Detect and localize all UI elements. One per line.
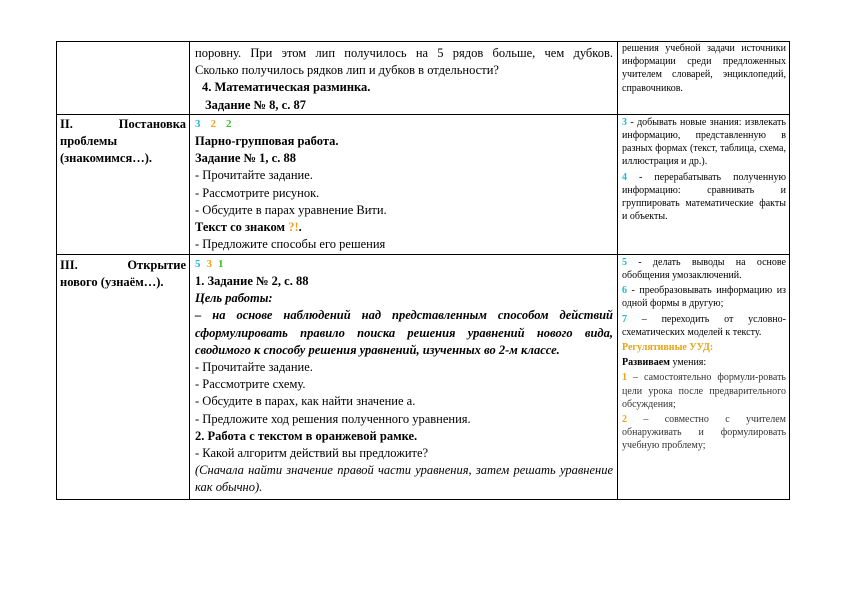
stage-cell bbox=[57, 42, 190, 115]
sign-mark: ?! bbox=[288, 220, 299, 235]
stage-cell: II. Постановка проблемы (знакомимся…). bbox=[57, 114, 190, 254]
uud-item: 1 – самостоятельно формули-ровать цели урока после предварительного обсуждения; bbox=[622, 372, 786, 410]
list-item: - Предложите ход решения полученного уравнения. bbox=[195, 411, 471, 426]
stage-title: III. Открытие bbox=[60, 257, 186, 272]
list-item: - Обсудите в парах, как найти значение а. bbox=[195, 394, 416, 409]
develop-line: Развиваем умения: bbox=[622, 357, 707, 369]
section-title: 4. Математическая разминка. bbox=[202, 80, 371, 95]
content-cell bbox=[190, 254, 618, 499]
uud-item: 2 – совместно с учителем обнаруживать и формулировать учебную проблему; bbox=[622, 414, 786, 452]
text-line: Сколько получилось рядков лип и дубков в отдельности? bbox=[195, 63, 499, 78]
task-label: Задание № 8, с. 87 bbox=[205, 97, 306, 112]
list-item: - Рассмотрите схему. bbox=[195, 377, 306, 392]
uud-cell bbox=[618, 42, 790, 115]
uud-item: 6 - преобразовывать информацию из одной формы в другую; bbox=[622, 285, 786, 310]
uud-item: 5 - делать выводы на основе обобщения умозаключений. bbox=[622, 256, 786, 282]
task-label: Задание № 1, с. 88 bbox=[195, 151, 296, 166]
answer: (Сначала найти значение правой части уравнения, затем решать уравнение как обычно). bbox=[195, 463, 613, 495]
uud-cell bbox=[618, 254, 790, 499]
uud-item: 3 - добывать новые знания: извлекать информацию, представленную в разных формах (текст, таблица, схема, иллюстрация и др.). bbox=[622, 116, 786, 168]
list-item: - Рассмотрите рисунок. bbox=[195, 185, 320, 200]
table-row bbox=[57, 114, 790, 254]
list-item: - Обсудите в парах уравнение Вити. bbox=[195, 202, 387, 217]
uud-item: 7 – переходить от условно-схематических моделей к тексту. bbox=[622, 313, 786, 338]
list-item: - Предложите способы его решения bbox=[195, 237, 386, 252]
lesson-table bbox=[56, 41, 790, 500]
text-line: поровну. При этом лип получилось на 5 рядов больше, чем дубков. bbox=[195, 46, 613, 60]
uud-text: решения учебной задачи источники информации среди предложенных учителем словарей, энциклопедий, справочников. bbox=[622, 43, 786, 94]
uud-cell bbox=[618, 114, 790, 254]
section-title: 2. Работа с текстом в оранжевой рамке. bbox=[195, 428, 418, 443]
goal-label: Цель работы: bbox=[195, 291, 273, 306]
content-cell bbox=[190, 42, 618, 115]
list-item: - Прочитайте задание. bbox=[195, 168, 313, 183]
table-row bbox=[57, 254, 790, 499]
question: - Какой алгоритм действий вы предложите? bbox=[195, 446, 429, 461]
stage-cell: III. Открытие нового (узнаём…). bbox=[57, 254, 190, 499]
list-item: - Прочитайте задание. bbox=[195, 360, 313, 375]
regulative-title: Регулятивные УУД: bbox=[622, 342, 714, 354]
content-cell bbox=[190, 114, 618, 254]
table-row bbox=[57, 42, 790, 115]
uud-item: 4 - перерабатывать полученную информацию: сравнивать и группировать математические факты и объекты. bbox=[622, 171, 786, 223]
task-label: 1. Задание № 2, с. 88 bbox=[195, 274, 309, 289]
section-title: Парно-групповая работа. bbox=[195, 134, 339, 149]
skill-numbers: 3 2 2 bbox=[195, 117, 232, 130]
goal-text: – на основе наблюдений над представленным способом действий сформулировать правило поиска решения уравнений нового вида, сводимого к способу решения уравнений, изученных во 2-м классе. bbox=[195, 308, 613, 357]
sign-text: Текст со знаком ?!. bbox=[195, 220, 302, 235]
skill-numbers: 5 3 1 bbox=[195, 257, 224, 270]
stage-title: II. Постановка bbox=[60, 116, 186, 131]
